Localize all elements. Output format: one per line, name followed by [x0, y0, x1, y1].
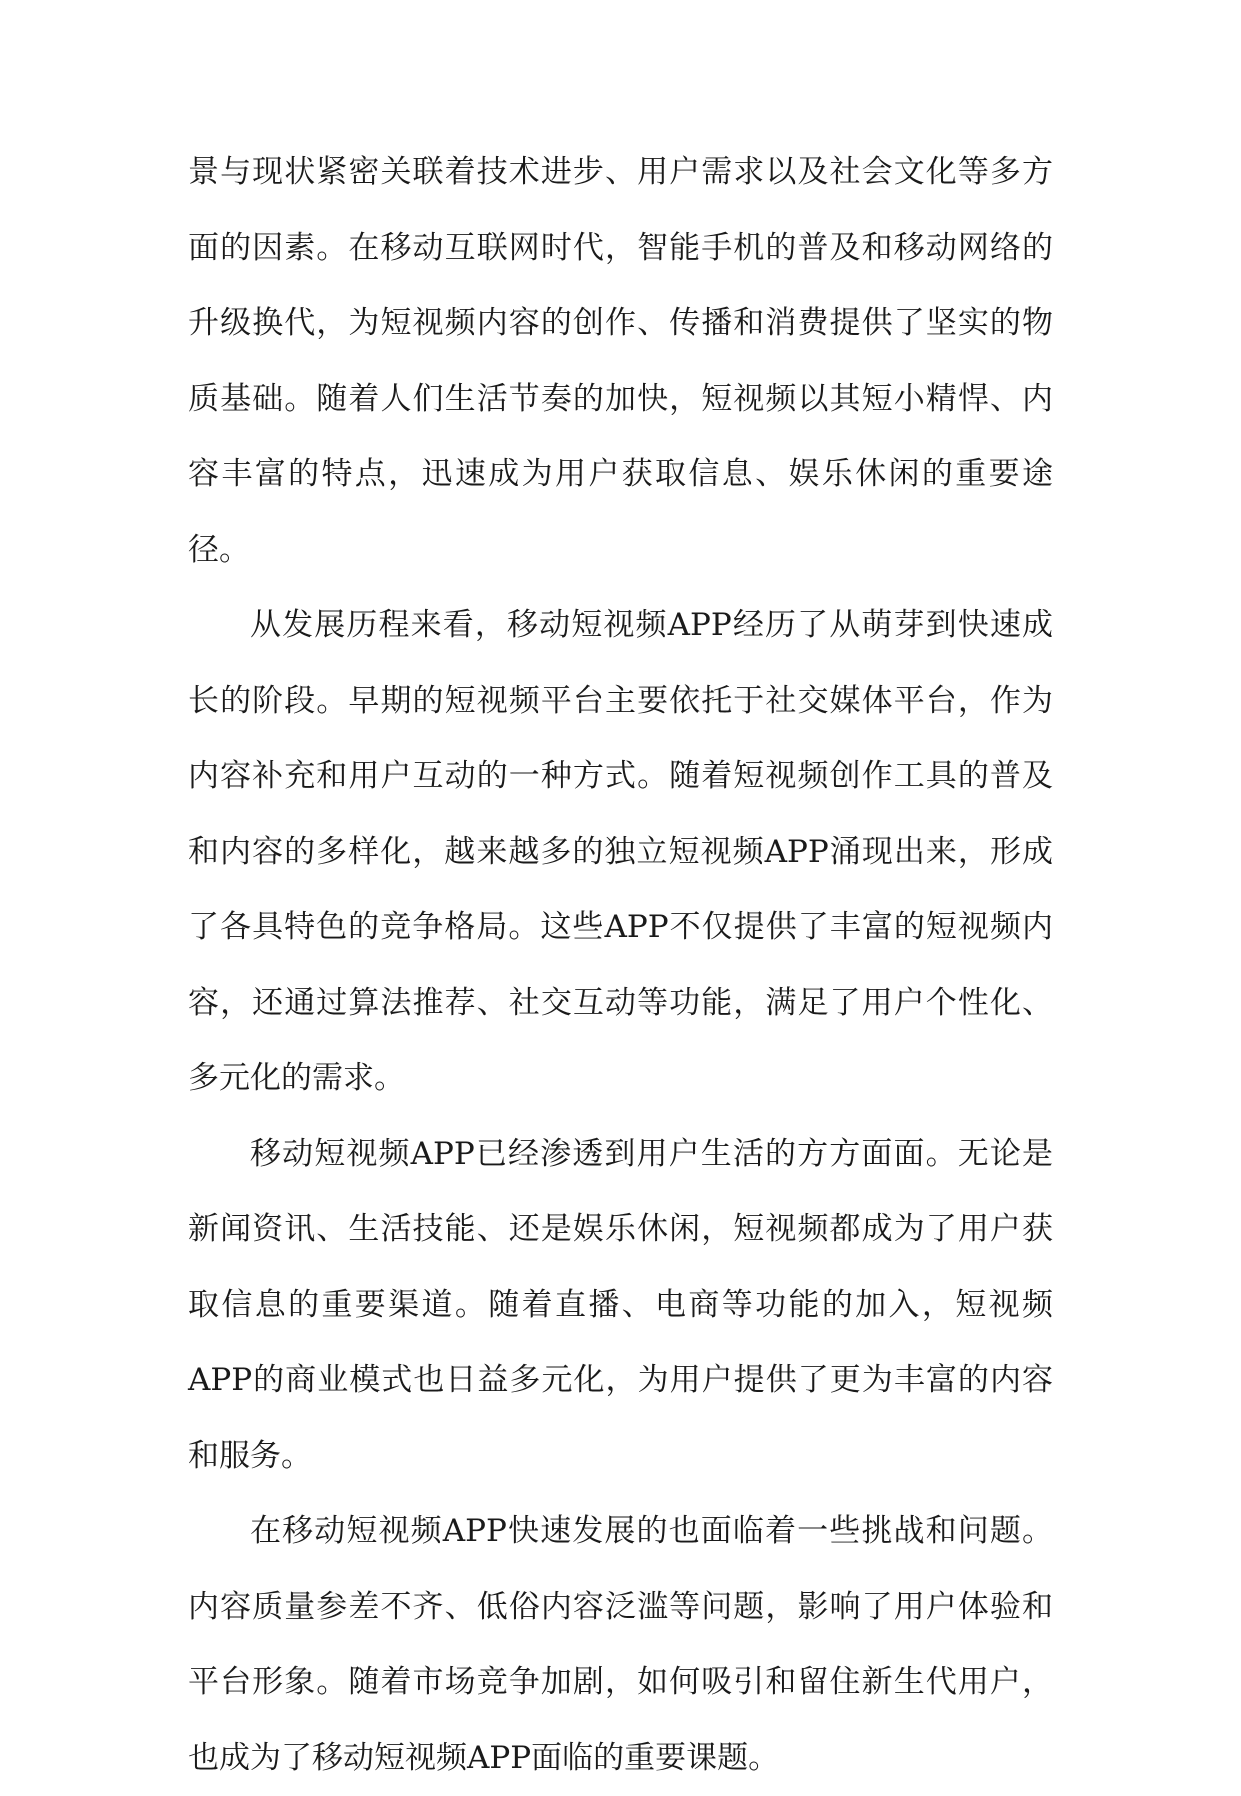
paragraph-continuation: 景与现状紧密关联着技术进步、用户需求以及社会文化等多方面的因素。在移动互联网时代，智能手机的普及和移动网络的升级换代，为短视频内容的创作、传播和消费提供了坚实的物质基础。随着人们生活节奏的加快，短视频以其短小精悍、内容丰富的特点，迅速成为用户获取信息、娱乐休闲的重要途径。 — [188, 154, 1053, 568]
paragraph-user-life: 移动短视频APP已经渗透到用户生活的方方面面。无论是新闻资讯、生活技能、还是娱乐休闲，短视频都成为了用户获取信息的重要渠道。随着直播、电商等功能的加入，短视频APP的商业模式也日益多元化，为用户提供了更为丰富的内容和服务。 — [188, 1135, 1053, 1474]
paragraph-development-history: 从发展历程来看，移动短视频APP经历了从萌芽到快速成长的阶段。早期的短视频平台主要依托于社交媒体平台，作为内容补充和用户互动的一种方式。随着短视频创作工具的普及和内容的多样化，越来越多的独立短视频APP涌现出来，形成了各具特色的竞争格局。这些APP不仅提供了丰富的短视频内容，还通过算法推荐、社交互动等功能，满足了用户个性化、多元化的需求。 — [188, 607, 1053, 1096]
document-body — [188, 135, 1053, 1796]
paragraph-challenges: 在移动短视频APP快速发展的也面临着一些挑战和问题。内容质量参差不齐、低俗内容泛滥等问题，影响了用户体验和平台形象。随着市场竞争加剧，如何吸引和留住新生代用户，也成为了移动短视频APP面临的重要课题。 — [188, 1513, 1053, 1776]
